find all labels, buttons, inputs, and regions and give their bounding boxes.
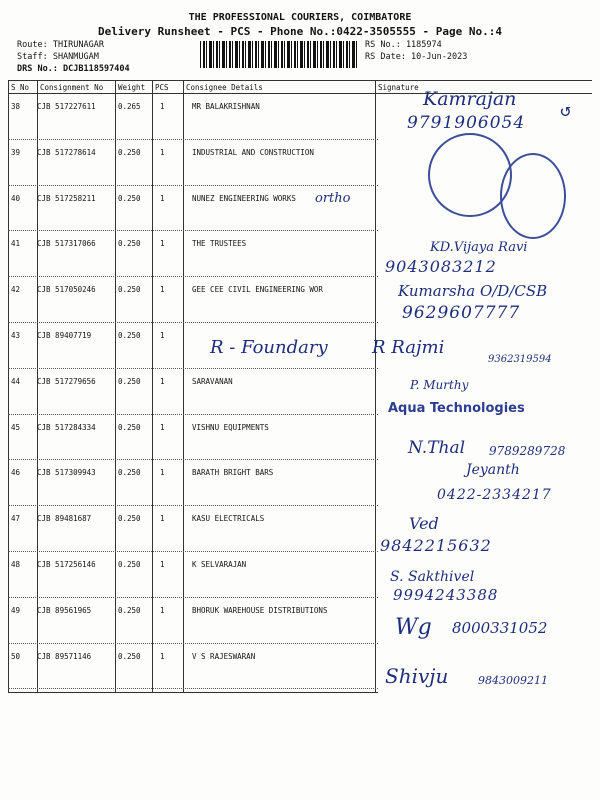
col-divider	[115, 80, 116, 692]
arrow-icon: ↺	[560, 100, 571, 121]
cell-consignment-no: CJB 517309943	[37, 468, 96, 478]
note-row-40: ortho	[315, 191, 351, 206]
name-row-41: KD.Vijaya Ravi	[430, 240, 528, 255]
row-divider	[8, 185, 378, 186]
phone-row-48: 9994243388	[393, 586, 499, 604]
row-divider	[8, 276, 378, 277]
row-divider	[8, 230, 378, 231]
table-bottom-border	[8, 692, 378, 693]
cell-pcs: 1	[160, 605, 165, 615]
cell-weight: 0.250	[118, 651, 141, 661]
cell-weight: 0.265	[118, 102, 141, 111]
signature-row-45: N.Thal	[408, 438, 466, 458]
cell-consignment-no: CJB 89407719	[37, 331, 92, 340]
cell-pcs: 1	[160, 514, 165, 524]
phone-row-41: 9043083212	[385, 257, 497, 276]
phone-row-49: 8000331052	[452, 619, 548, 637]
cell-consignee: SARAVANAN	[192, 376, 233, 386]
table-top-border	[8, 80, 592, 81]
cell-weight: 0.250	[118, 285, 141, 295]
cell-sno: 46	[11, 468, 21, 478]
route-label: Route: THIRUNAGAR	[17, 40, 104, 50]
row-divider	[8, 414, 378, 415]
signature-row-47: Ved	[409, 514, 439, 533]
phone-row-45: 9789289728	[489, 444, 566, 458]
cell-sno: 39	[11, 147, 21, 157]
round-seal-stamp	[500, 153, 566, 239]
cell-sno: 48	[11, 560, 21, 569]
rs-number: RS No.: 1185974	[365, 40, 442, 50]
col-divider	[8, 80, 9, 692]
cell-weight: 0.250	[118, 193, 141, 203]
cell-consignment-no: CJB 517256146	[37, 560, 96, 569]
col-header-sno: S No	[11, 83, 30, 92]
cell-consignment-no: CJB 517279656	[37, 376, 96, 386]
signature-row-48: S. Sakthivel	[390, 569, 475, 585]
cell-pcs: 1	[160, 468, 165, 478]
cell-consignee: MR BALAKRISHNAN	[192, 102, 260, 111]
cell-consignee: VISHNU EQUIPMENTS	[192, 422, 269, 432]
col-divider	[183, 80, 184, 692]
cell-sno: 49	[11, 605, 21, 615]
phone-row-38: 9791906054	[407, 113, 526, 133]
cell-pcs: 1	[160, 331, 165, 340]
staff-label: Staff: SHANMUGAM	[17, 52, 99, 62]
row-divider	[8, 139, 378, 140]
row-divider	[8, 505, 378, 506]
cell-sno: 43	[11, 331, 21, 340]
cell-consignment-no: CJB 517284334	[37, 422, 96, 432]
cell-pcs: 1	[160, 560, 165, 569]
cell-sno: 45	[11, 422, 21, 432]
cell-weight: 0.250	[118, 331, 141, 340]
cell-weight: 0.250	[118, 239, 141, 249]
row-divider	[8, 368, 378, 369]
cell-consignee: V S RAJESWARAN	[192, 651, 256, 661]
cell-consignee: THE TRUSTEES	[192, 239, 247, 249]
cell-sno: 38	[11, 102, 21, 111]
cell-weight: 0.250	[118, 514, 141, 524]
name-row-43: R - Foundary	[210, 337, 328, 358]
signature-row-43: R Rajmi	[372, 337, 445, 358]
cell-consignment-no: CJB 517227611	[37, 102, 96, 111]
cell-sno: 44	[11, 376, 21, 386]
row-divider	[8, 643, 378, 644]
cell-pcs: 1	[160, 102, 165, 111]
cell-pcs: 1	[160, 376, 165, 386]
col-header-consignment: Consignment No	[40, 83, 104, 92]
cell-consignment-no: CJB 89571146	[37, 651, 92, 661]
phone-row-46: 0422-2334217	[437, 487, 552, 503]
col-header-weight: Weight	[118, 83, 146, 92]
cell-sno: 47	[11, 514, 21, 524]
signature-row-42: Kumarsha O/D/CSB	[398, 282, 548, 300]
row-divider	[8, 459, 378, 460]
cell-weight: 0.250	[118, 468, 141, 478]
cell-consignee: GEE CEE CIVIL ENGINEERING WOR	[192, 285, 323, 295]
phone-row-47: 9842215632	[380, 536, 492, 555]
barcode	[200, 41, 358, 68]
cell-weight: 0.250	[118, 376, 141, 386]
col-header-signature: Signature	[378, 83, 419, 92]
company-title: THE PROFESSIONAL COURIERS, COIMBATORE	[188, 12, 412, 23]
cell-sno: 42	[11, 285, 21, 295]
col-divider	[37, 80, 38, 692]
cell-pcs: 1	[160, 147, 165, 157]
cell-consignee: KASU ELECTRICALS	[192, 514, 265, 524]
cell-pcs: 1	[160, 422, 165, 432]
cell-weight: 0.250	[118, 560, 141, 569]
cell-consignee: K SELVARAJAN	[192, 560, 247, 569]
row-divider	[8, 322, 378, 323]
cell-consignment-no: CJB 517278614	[37, 147, 96, 157]
cell-sno: 50	[11, 651, 21, 661]
cell-consignment-no: CJB 517317066	[37, 239, 96, 249]
phone-row-42: 9629607777	[402, 303, 521, 323]
row-divider	[8, 551, 378, 552]
col-divider	[375, 80, 376, 692]
runsheet-subtitle: Delivery Runsheet - PCS - Phone No.:0422-3505555 - Page No.:4	[98, 25, 502, 38]
cell-weight: 0.250	[118, 147, 141, 157]
signature-row-50: Shivju	[385, 664, 449, 688]
cell-sno: 40	[11, 193, 21, 203]
cell-consignment-no: CJB 517050246	[37, 285, 96, 295]
cell-pcs: 1	[160, 193, 165, 203]
cell-consignee: INDUSTRIAL AND CONSTRUCTION	[192, 147, 314, 157]
col-header-pcs: PCS	[155, 83, 169, 92]
col-divider	[152, 80, 153, 692]
company-seal-stamp	[428, 133, 512, 217]
cell-consignee: NUNEZ ENGINEERING WORKS	[192, 193, 296, 203]
rs-date: RS Date: 10-Jun-2023	[365, 52, 468, 62]
phone-row-50: 9843009211	[478, 674, 548, 687]
drs-number: DRS No.: DCJB118597404	[17, 64, 130, 74]
signature-row-38: Kamrajan	[423, 88, 517, 110]
cell-consignee: BARATH BRIGHT BARS	[192, 468, 274, 478]
cell-weight: 0.250	[118, 422, 141, 432]
row-divider	[8, 597, 378, 598]
signature-row-44: P. Murthy	[410, 378, 469, 392]
stamp-row-44: Aqua Technologies	[388, 401, 525, 416]
cell-sno: 41	[11, 239, 21, 249]
row-divider	[8, 688, 378, 689]
cell-consignment-no: CJB 517258211	[37, 193, 96, 203]
cell-consignment-no: CJB 89561965	[37, 605, 92, 615]
cell-pcs: 1	[160, 285, 165, 295]
cell-weight: 0.250	[118, 605, 141, 615]
signature-row-46: Jeyanth	[466, 462, 520, 478]
cell-consignee: BHORUK WAREHOUSE DISTRIBUTIONS	[192, 605, 328, 615]
phone-row-43: 9362319594	[488, 354, 552, 365]
cell-consignment-no: CJB 89481687	[37, 514, 92, 524]
cell-pcs: 1	[160, 239, 165, 249]
col-header-consignee: Consignee Details	[186, 83, 263, 92]
signature-row-49: Wg	[395, 615, 432, 640]
cell-pcs: 1	[160, 651, 165, 661]
